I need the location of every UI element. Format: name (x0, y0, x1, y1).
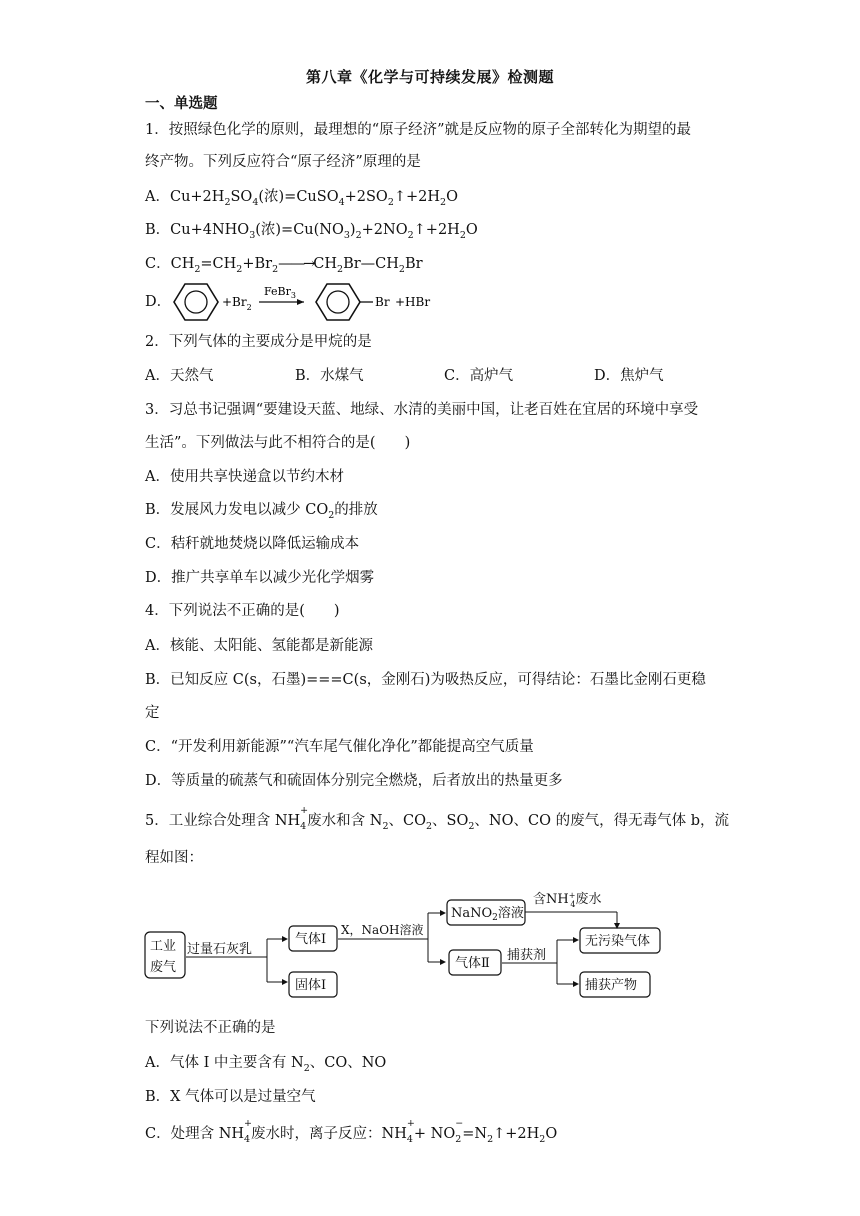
q4-option-a: A．核能、太阳能、氢能都是新能源 (145, 638, 373, 654)
q4-stem: 4．下列说法不正确的是( ) (145, 603, 340, 619)
capture-agent-label: 捕获剂 (507, 948, 547, 963)
x-naoh-label: X，NaOH溶液 (341, 923, 424, 937)
q4-option-b-line-2: 定 (145, 705, 160, 721)
q1-stem-line-1: 1．按照绿色化学的原则，最理想的“原子经济”就是反应物的原子全部转化为期望的最 (145, 122, 692, 138)
q3-option-d: D．推广共享单车以减少光化学烟雾 (145, 570, 375, 586)
svg-text:气体Ⅱ: 气体Ⅱ (455, 956, 490, 971)
q5-option-b: B．X 气体可以是过量空气 (145, 1089, 316, 1105)
svg-text:固体Ⅰ: 固体Ⅰ (295, 978, 327, 993)
q1-option-d-equation (166, 280, 456, 324)
svg-text:捕获产物: 捕获产物 (585, 978, 638, 993)
waste-gas-label-2: 废气 (150, 960, 177, 975)
d-hbr: +HBr (395, 295, 431, 309)
q2-option-b: B．水煤气 (295, 368, 364, 384)
q2-option-d: D．焦炉气 (594, 368, 664, 384)
d-plus-br2: $+Br_2$ (222, 295, 252, 312)
svg-text:气体Ⅰ: 气体Ⅰ (295, 932, 327, 947)
q3-option-c: C．秸秆就地焚烧以降低运输成本 (145, 536, 360, 552)
page-title: 第八章《化学与可持续发展》检测题 (305, 68, 554, 86)
q2-option-c: C．高炉气 (444, 368, 514, 384)
q3-stem-line-1: 3．习总书记强调“要建设天蓝、地绿、水清的美丽中国，让老百姓在宜居的环境中享受 (145, 402, 699, 418)
svg-text:无污染气体: 无污染气体 (585, 934, 651, 949)
lime-milk-label: 过量石灰乳 (187, 942, 253, 957)
waste-gas-label-1: 工业 (150, 939, 177, 954)
d-arrow-head (297, 299, 304, 305)
q5-stem-line-2: 程如图： (145, 850, 203, 866)
svg-text:NaNO2溶液: NaNO$_2$溶液 (451, 906, 524, 923)
q5-flow-diagram (140, 884, 700, 1004)
svg-text:含NH+4废水: 含NH+ 4废水 (533, 891, 602, 909)
q1-stem-line-2: 终产物。下列反应符合“原子经济”原理的是 (145, 154, 421, 170)
q2-option-a: A．天然气 (145, 368, 214, 384)
q4-option-c: C．“开发利用新能源”“汽车尾气催化净化”都能提高空气质量 (145, 739, 534, 755)
benzene-ring-icon (174, 284, 218, 320)
q1-option-a: A．$Cu+2H_2SO_4$(浓)$=CuSO_4+2SO_2↑+2H_2O$ (145, 189, 458, 208)
q4-option-b-line-1: B．已知反应 C(s，石墨)===C(s，金刚石)为吸热反应，可得结论：石墨比金刚石更稳 (145, 672, 706, 688)
q5-option-c: C．处理含 NH + 4 废水时，离子反应：NH + 4 + NO − 2 $=N_2↑+2H_2O$ (145, 1118, 558, 1145)
q5-stem-line-1: 5．工业综合处理含 NH + 4 废水和含 $N_2$、$CO_2$、$SO_2$、NO、CO 的废气，得无毒气体 b，流 (145, 805, 729, 832)
q2-stem: 2．下列气体的主要成分是甲烷的是 (145, 334, 372, 350)
q1-option-c: C．$CH_2=CH_2+Br_2——\to CH_2Br—CH_2Br$ (145, 256, 423, 275)
section-heading: 一、单选题 (145, 95, 218, 112)
q3-option-b: B．发展风力发电以减少 $CO_2$的排放 (145, 502, 378, 521)
q5-option-a: A．气体 I 中主要含有 $N_2$、CO、NO (145, 1055, 387, 1074)
q3-option-a: A．使用共享快递盒以节约木材 (145, 469, 344, 485)
q4-option-d: D．等质量的硫蒸气和硫固体分别完全燃烧，后者放出的热量更多 (145, 773, 563, 789)
d-catalyst: FeBr$_3$ (264, 285, 296, 300)
bromobenzene-ring-icon (316, 284, 373, 320)
q5-follow-up: 下列说法不正确的是 (145, 1020, 276, 1036)
d-br: Br (375, 295, 390, 309)
q3-stem-line-2: 生活”。下列做法与此不相符合的是( ) (145, 435, 411, 451)
q1-option-d-label: D． (145, 294, 172, 310)
q1-option-b: B．$Cu+4NHO_3$(浓)$=Cu(NO_3)_2+2NO_2↑+2H_2O$ (145, 222, 478, 241)
